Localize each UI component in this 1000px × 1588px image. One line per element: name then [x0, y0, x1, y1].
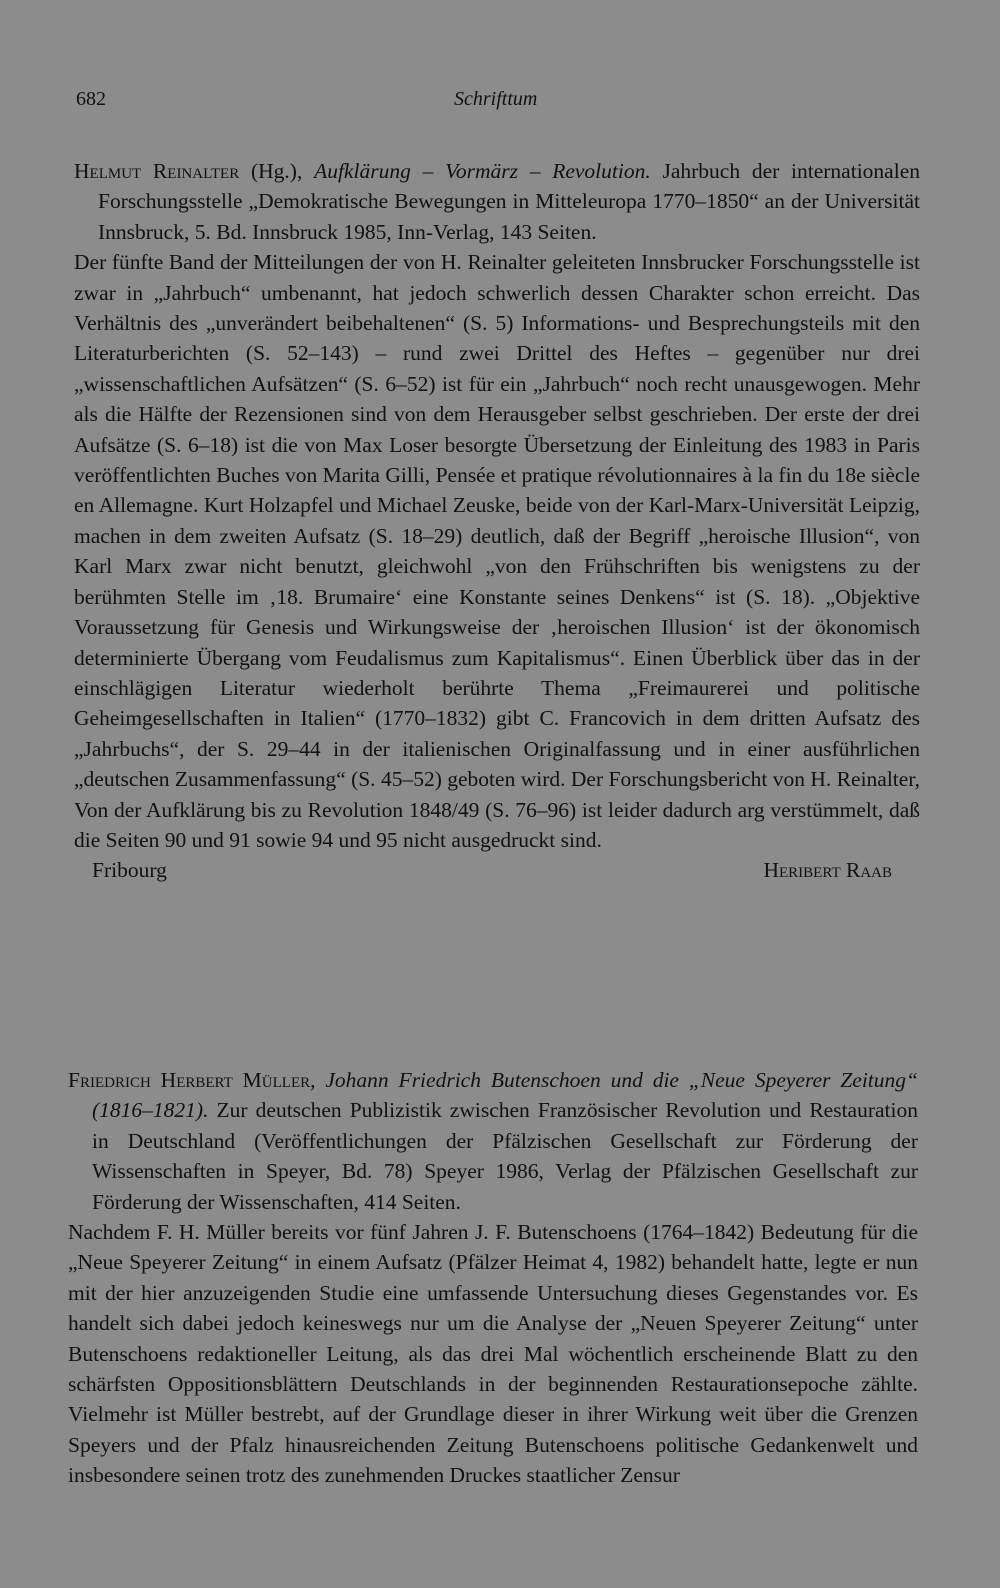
review-body: Nachdem F. H. Müller bereits vor fünf Jahren J. F. Butenschoens (1764–1842) Bedeutung für die „Neue Speyerer Zeitung“ in einem Aufsatz (Pfälzer Heimat 4, 1982) behandelt hatte, legte er nun mit der hier anzuzeigenden Studie eine umfassende Untersuchung dieses Gegenstandes vor. Es handelt sich dabei jedoch keineswegs nur um die Analyse der „Neuen Speyerer Zeitung“ unter Butenschoens redaktioneller Leitung, als das drei Mal wöchentlich erscheinende Blatt zu den schärfsten Oppositionsblättern Deutschlands in der beginnenden Restaurationsepoche zählte. Vielmehr ist Müller bestrebt, auf der Grundlage dieser in ihrer Wirkung weit über die Grenzen Speyers und der Pfalz hinausreichenden Zeitung Butenschoens politische Gedankenwelt und insbesondere seinen trotz des zunehmenden Druckes staatlicher Zensur [68, 1220, 918, 1488]
author-role: (Hg.), [239, 159, 315, 183]
bibliographic-citation [68, 1065, 918, 1217]
running-title: Schrifttum [454, 88, 538, 110]
review-signature [74, 855, 920, 885]
book-title: Aufklärung – Vormärz – Revolution. [314, 159, 651, 183]
running-header [76, 88, 894, 111]
book-author: Helmut Reinalter [74, 159, 240, 183]
review-entry-2 [68, 1065, 918, 1491]
book-details: Jahrbuch der internationalen Forschungsstelle „Demokratische Bewegungen in Mitteleuropa 1770–1850“ an der Universität Innsbruck, 5. Bd. Innsbruck 1985, Inn-Verlag, 143 Seiten. [98, 159, 920, 244]
reviewer-place: Fribourg [92, 858, 167, 883]
author-separator: , [310, 1068, 326, 1092]
page-number: 682 [76, 88, 106, 110]
book-title: Johann Friedrich Butenschoen und die „Neue Speyerer Zeitung“ (1816–1821). [92, 1068, 918, 1123]
review-body: Der fünfte Band der Mitteilungen der von H. Reinalter geleiteten Innsbrucker Forschungsstelle ist zwar in „Jahrbuch“ umbenannt, hat jedoch schwerlich dessen Charakter schon erreicht. Das Verhältnis des „unverändert beibehaltenen“ (S. 5) Informations- und Besprechungsteils mit den Literaturberichten (S. 52–143) – rund zwei Drittel des Heftes – gegenüber nur drei „wissenschaftlichen Aufsätzen“ (S. 6–52) ist für ein „Jahrbuch“ noch recht unausgewogen. Mehr als die Hälfte der Rezensionen sind von dem Herausgeber selbst geschrieben. Der erste der drei Aufsätze (S. 6–18) ist die von Max Loser besorgte Übersetzung der Einleitung des 1983 in Paris veröffentlichten Buches von Marita Gilli, Pensée et pratique révolutionnaires à la fin du 18e siècle en Allemagne. Kurt Holzapfel und Michael Zeuske, beide von der Karl-Marx-Universität Leipzig, machen in dem zweiten Aufsatz (S. 18–29) deutlich, daß der Begriff „heroische Illusion“, von Karl Marx zwar nicht benutzt, gleichwohl „von den Frühschriften bis wenigstens zu der berühmten Stelle im ‚18. Brumaire‘ eine Konstante seines Denkens“ ist (S. 18). „Objektive Voraussetzung für Genesis und Wirkungsweise der ‚heroischen Illusion‘ ist der ökonomisch determinierte Übergang vom Feudalismus zum Kapitalismus“. Einen Überblick über das in der einschlägigen Literatur wiederholt berührte Thema „Freimaurerei und politische Geheimgesellschaften in Italien“ (1770–1832) gibt C. Francovich in dem dritten Aufsatz des „Jahrbuchs“, der S. 29–44 in der italienischen Originalfassung und in einer ausführlichen „deutschen Zusammenfassung“ (S. 45–52) geboten wird. Der Forschungsbericht von H. Reinalter, Von der Aufklärung bis zu Revolution 1848/49 (S. 76–96) ist leider dadurch arg verstümmelt, daß die Seiten 90 und 91 sowie 94 und 95 nicht ausgedruckt sind. [74, 250, 920, 852]
bibliographic-citation [74, 156, 920, 247]
review-entry-1 [74, 156, 920, 886]
book-author: Friedrich Herbert Müller [68, 1068, 311, 1092]
book-details: Zur deutschen Publizistik zwischen Französischer Revolution und Restauration in Deutschland (Veröffentlichungen der Pfälzischen Gesellschaft zur Förderung der Wissenschaften in Speyer, Bd. 78) Speyer 1986, Verlag der Pfälzischen Gesellschaft zur Förderung der Wissenschaften, 414 Seiten. [92, 1098, 918, 1214]
reviewer-name: Heribert Raab [763, 858, 892, 883]
